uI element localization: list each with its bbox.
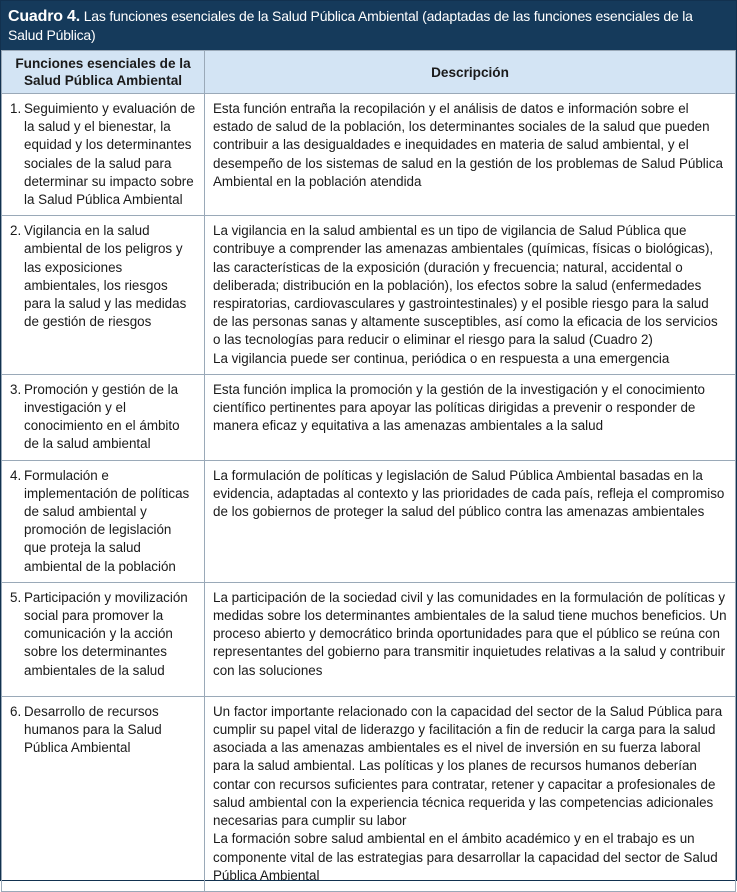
table-row: [2, 216, 736, 375]
description-paragraph: La vigilancia puede ser continua, periódica o en respuesta a una emergencia: [213, 350, 670, 366]
function-name: Vigilancia en la salud ambiental de los peligros y las exposiciones ambientales, los riesgos para la salud y las medidas de gestión de riesgos: [24, 223, 187, 330]
function-number: 3.: [10, 381, 22, 397]
function-cell: [2, 582, 205, 696]
description-cell: [205, 696, 736, 891]
table-row: [2, 696, 736, 891]
function-name: Participación y movilización social para promover la comunicación y la acción sobre los determinantes ambientales de la salud: [24, 589, 188, 678]
description-paragraph: La vigilancia en la salud ambiental es un tipo de vigilancia de Salud Pública que contribuye a comprender las amenazas ambientales (químicas, físicas o biológicas), las características de la exposición (duración y frecuencia; natural, accidental o deliberada; distribución en la población), los efectos sobre la salud (enfermedades respiratorias, cardiovasculares y gastrointestinales) y el posible riesgo para la salud de las personas sanas y altamente susceptibles, así como la eficacia de los servicios o las tecnologías para reducir o eliminar el riesgo para la salud (Cuadro 2): [213, 223, 718, 348]
function-number: 1.: [10, 101, 22, 116]
table-row: [2, 460, 736, 582]
function-cell: [2, 696, 205, 891]
function-number: 2.: [10, 223, 22, 239]
description-paragraph: La participación de la sociedad civil y las comunidades en la formulación de políticas y medidas sobre los determinantes ambientales de la salud tiene muchos beneficios. Un proceso abierto y democrático brinda oportunidades para que el público se reúna con representantes del gobierno para transmitir inquietudes relativas a la salud y contribuir con las soluciones: [213, 589, 727, 678]
header-description: Descripción: [205, 51, 736, 94]
function-cell: [2, 374, 205, 460]
caption-label: Cuadro 4.: [8, 8, 80, 25]
description-cell: [205, 216, 736, 375]
table-row: [2, 582, 736, 696]
table-row: [2, 374, 736, 460]
description-cell: [205, 94, 736, 216]
function-cell: [2, 94, 205, 216]
description-cell: [205, 582, 736, 696]
header-row: [2, 51, 736, 94]
function-number: 5.: [10, 589, 22, 605]
description-paragraph: Esta función entraña la recopilación y el análisis de datos e información sobre el estado de salud de la población, los determinantes sociales de la salud que pueden contribuir a las desigualdades e inequidades en materia de salud ambiental, y el desempeño de los sistemas de salud en la gestión de los problemas de Salud Pública Ambiental en la población atendida: [213, 101, 723, 189]
description-paragraph: Un factor importante relacionado con la capacidad del sector de la Salud Pública para cumplir su papel vital de liderazgo y facilitación a fin de reducir la carga para la salud asociada a las amenazas ambientales es el nivel de inversión en su fuerza laboral para la salud ambiental. Las políticas y los planes de recursos humanos deberían contar con recursos suficientes para contratar, retener y capacitar a profesionales de salud ambiental con la experiencia técnica requerida y las competencias adicionales necesarias para cumplir su labor: [213, 703, 723, 829]
description-paragraph: Esta función implica la promoción y la gestión de la investigación y el conocimiento científico pertinentes para apoyar las políticas dirigidas a prevenir o responder de manera eficaz y equitativa a las amenazas ambientales a la salud: [213, 381, 705, 434]
table-caption: [1, 1, 736, 50]
table-body: [2, 94, 736, 892]
header-functions: Funciones esenciales de la Salud Pública Ambiental: [2, 51, 205, 94]
function-cell: [2, 460, 205, 582]
function-name: Desarrollo de recursos humanos para la Salud Pública Ambiental: [24, 703, 162, 756]
functions-table: [1, 50, 736, 892]
function-number: 4.: [10, 467, 22, 483]
caption-text: Las funciones esenciales de la Salud Pública Ambiental (adaptadas de las funciones esenciales de la Salud Pública): [8, 8, 693, 43]
function-name: Seguimiento y evaluación de la salud y el bienestar, la equidad y los determinantes sociales de la salud para determinar su impacto sobre la Salud Pública Ambiental: [24, 101, 196, 208]
function-cell: [2, 216, 205, 375]
function-name: Promoción y gestión de la investigación y el conocimiento en el ámbito de la salud ambiental: [24, 381, 180, 452]
table-row: [2, 94, 736, 216]
description-cell: [205, 374, 736, 460]
function-number: 6.: [10, 703, 22, 719]
function-name: Formulación e implementación de políticas de salud ambiental y promoción de legislación que proteja la salud ambiental de la población: [24, 467, 190, 574]
description-paragraph: La formación sobre salud ambiental en el ámbito académico y en el trabajo es un componente vital de las estrategias para desarrollar la capacidad del sector de Salud Pública Ambiental: [213, 831, 718, 883]
description-cell: [205, 460, 736, 582]
description-paragraph: La formulación de políticas y legislación de Salud Pública Ambiental basadas en la evidencia, adaptadas al contexto y las prioridades de cada país, refleja el compromiso de los gobiernos de proteger la salud del público contra las amenazas ambientales: [213, 467, 725, 520]
